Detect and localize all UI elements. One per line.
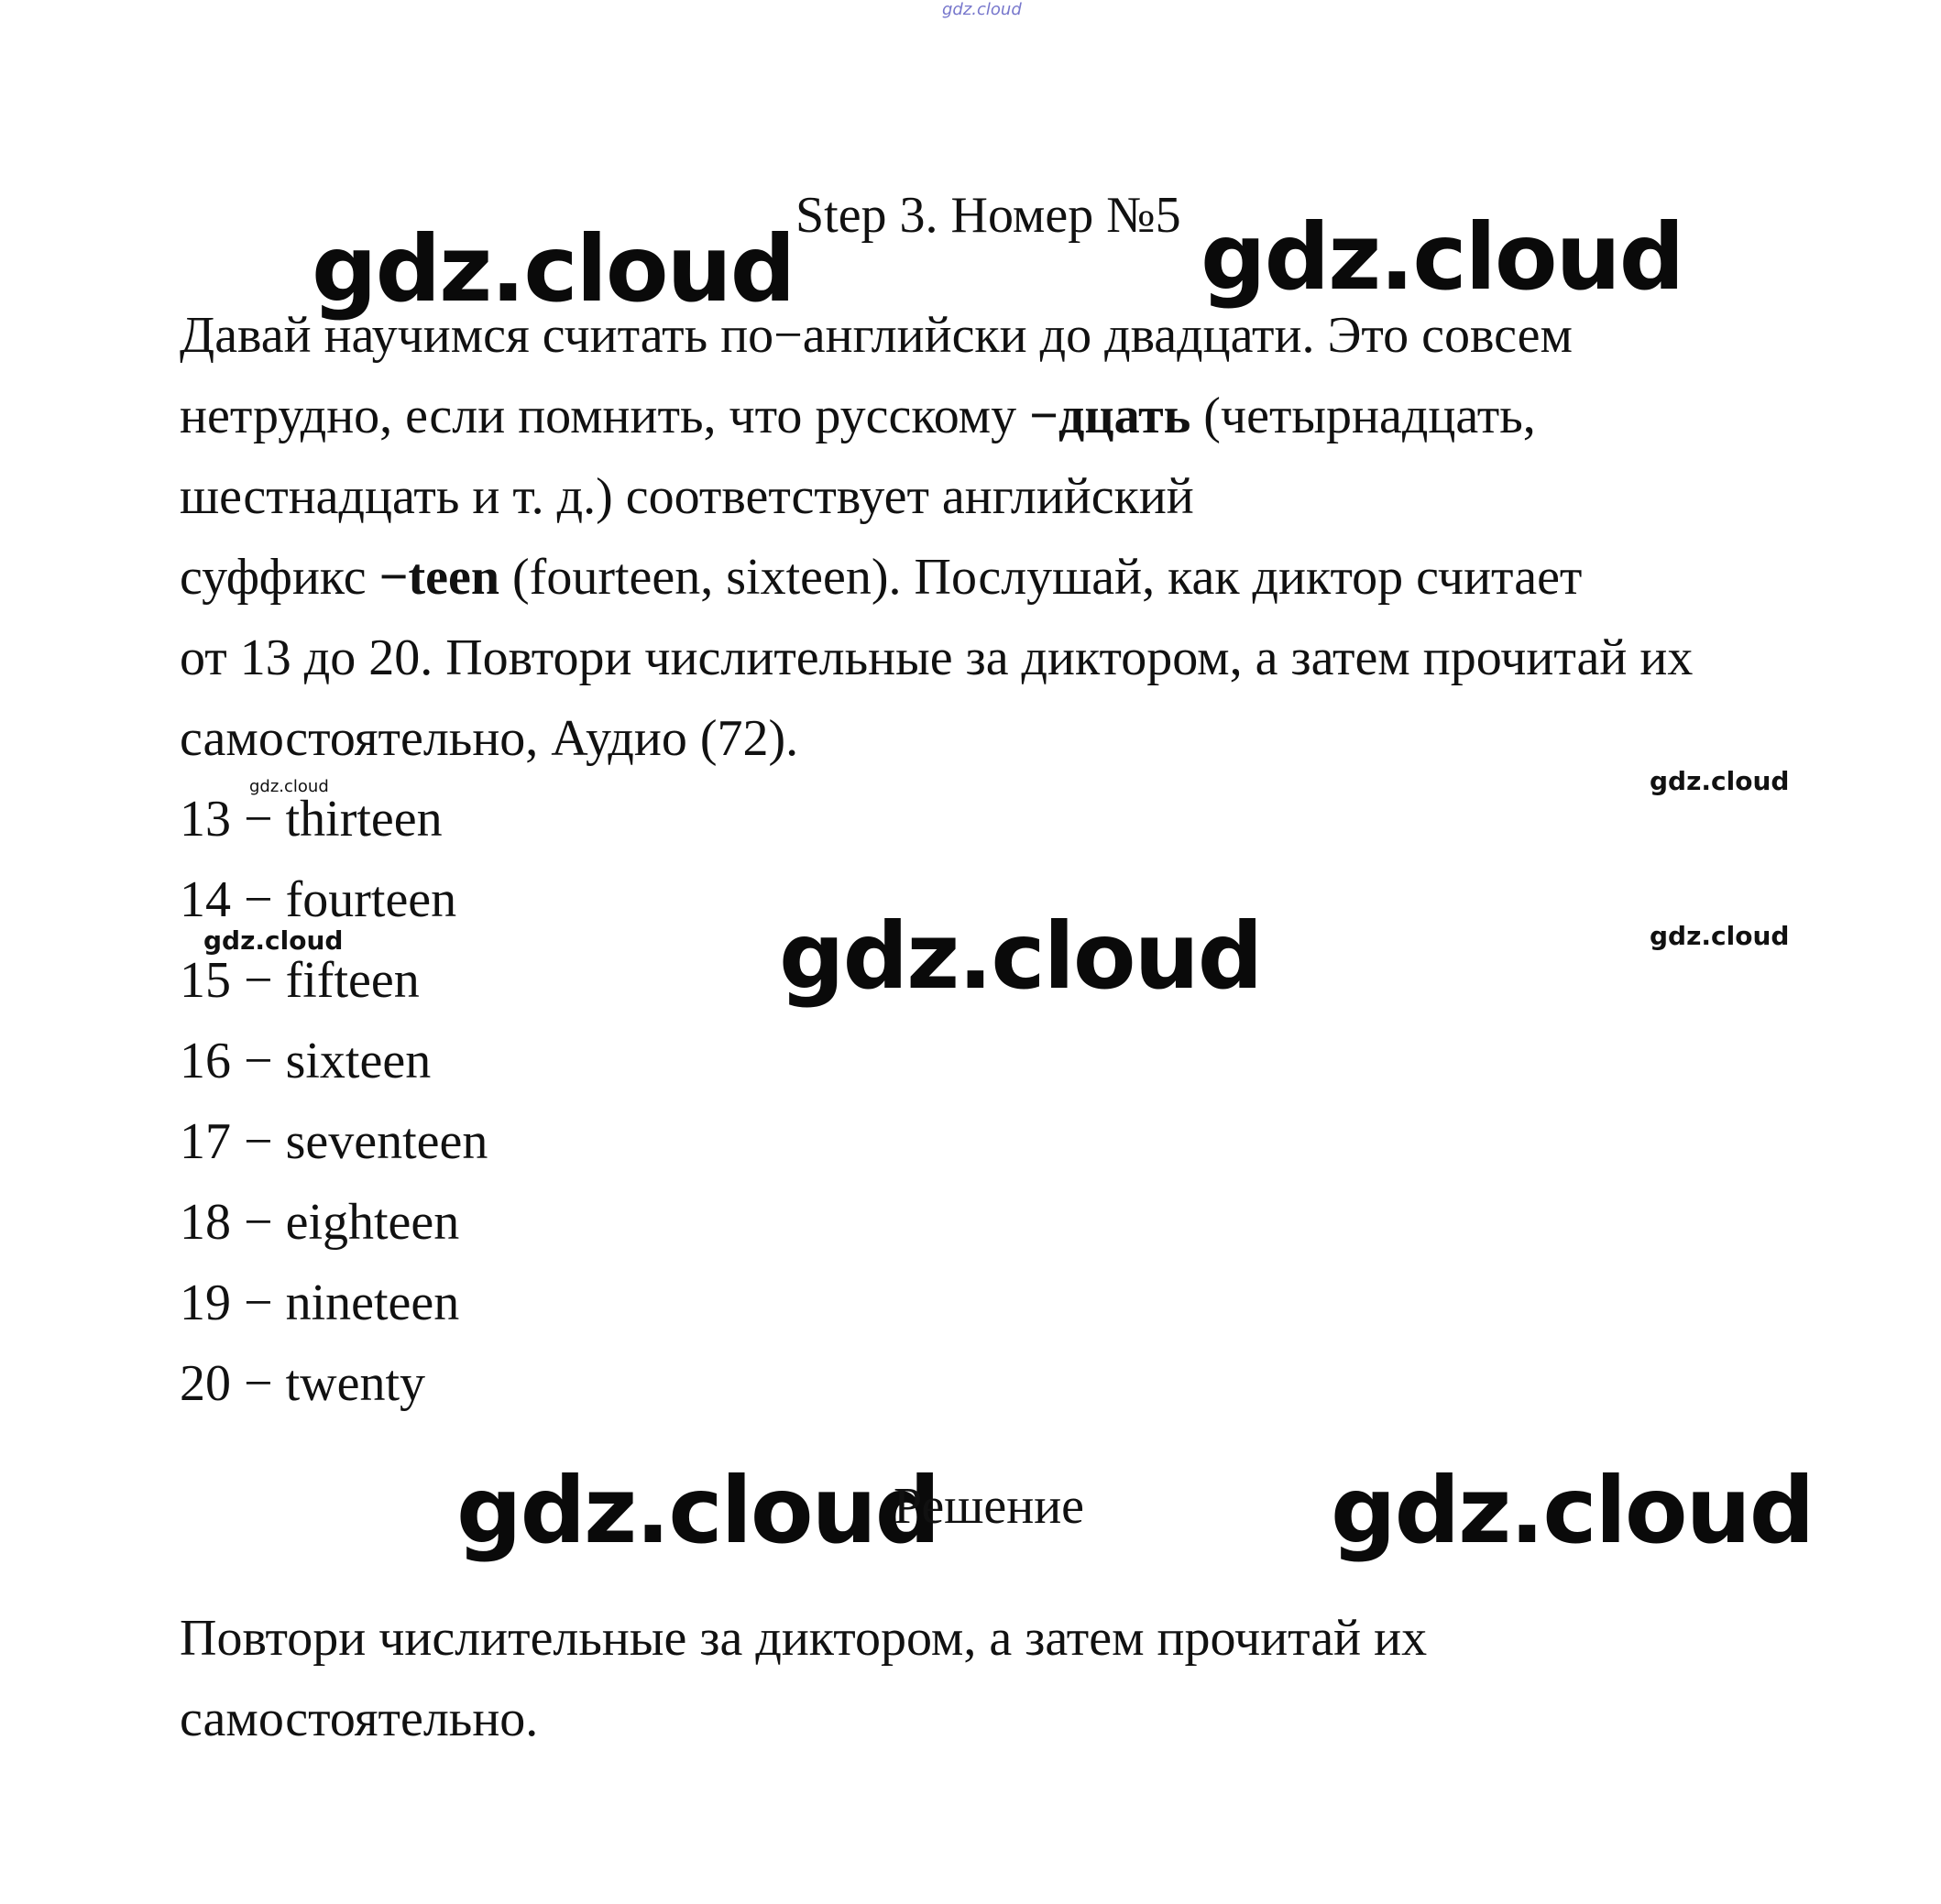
- watermark-small: gdz.cloud: [1650, 921, 1790, 951]
- watermark-small: gdz.cloud: [203, 925, 344, 956]
- number-item: 17 − seventeen: [180, 1113, 488, 1170]
- intro-line-4: [180, 548, 1582, 607]
- intro-line-6: самостоятельно, Аудио (72).: [180, 710, 799, 767]
- solution-line-2: самостоятельно.: [180, 1691, 539, 1747]
- watermark-big: gdz.cloud: [456, 1457, 939, 1564]
- watermark-big: gdz.cloud: [1201, 203, 1683, 311]
- intro-line-2-end: (четырнадцать,: [1190, 388, 1536, 444]
- number-item: 13 − thirteen: [180, 791, 443, 848]
- number-item: 18 − eighteen: [180, 1194, 460, 1251]
- number-item: 15 − fifteen: [180, 952, 420, 1009]
- number-item: 16 − sixteen: [180, 1033, 432, 1089]
- watermark-small: gdz.cloud: [1650, 766, 1790, 796]
- intro-line-4-end: (fourteen, sixteen). Послушай, как диктор считает: [499, 549, 1583, 606]
- top-watermark: gdz.cloud: [942, 0, 1022, 19]
- intro-line-2-start: нетрудно, если помнить, что русскому: [180, 388, 1030, 444]
- intro-line-2: [180, 387, 1536, 445]
- solution-line-1: Повтори числительные за диктором, а затем прочитай их: [180, 1610, 1428, 1667]
- intro-line-2-bold: −дцать: [1029, 388, 1191, 444]
- intro-line-3: шестнадцать и т. д.) соответствует английский: [180, 468, 1194, 525]
- intro-line-1: Давай научимся считать по−английски до двадцати. Это совсем: [180, 307, 1573, 364]
- page-title: Step 3. Номер №5: [795, 187, 1181, 244]
- watermark-tiny: gdz.cloud: [249, 777, 329, 796]
- watermark-big: gdz.cloud: [312, 215, 795, 323]
- intro-line-4-bold: −teen: [378, 549, 500, 606]
- number-item: 20 − twenty: [180, 1355, 425, 1412]
- solution-heading: Решение: [894, 1478, 1085, 1535]
- watermark-big: gdz.cloud: [779, 903, 1262, 1010]
- watermark-big: gdz.cloud: [1331, 1457, 1814, 1564]
- number-item: 14 − fourteen: [180, 871, 457, 928]
- intro-line-4-start: суффикс: [180, 549, 379, 606]
- intro-line-5: от 13 до 20. Повтори числительные за диктором, а затем прочитай их: [180, 629, 1694, 686]
- number-item: 19 − nineteen: [180, 1275, 460, 1331]
